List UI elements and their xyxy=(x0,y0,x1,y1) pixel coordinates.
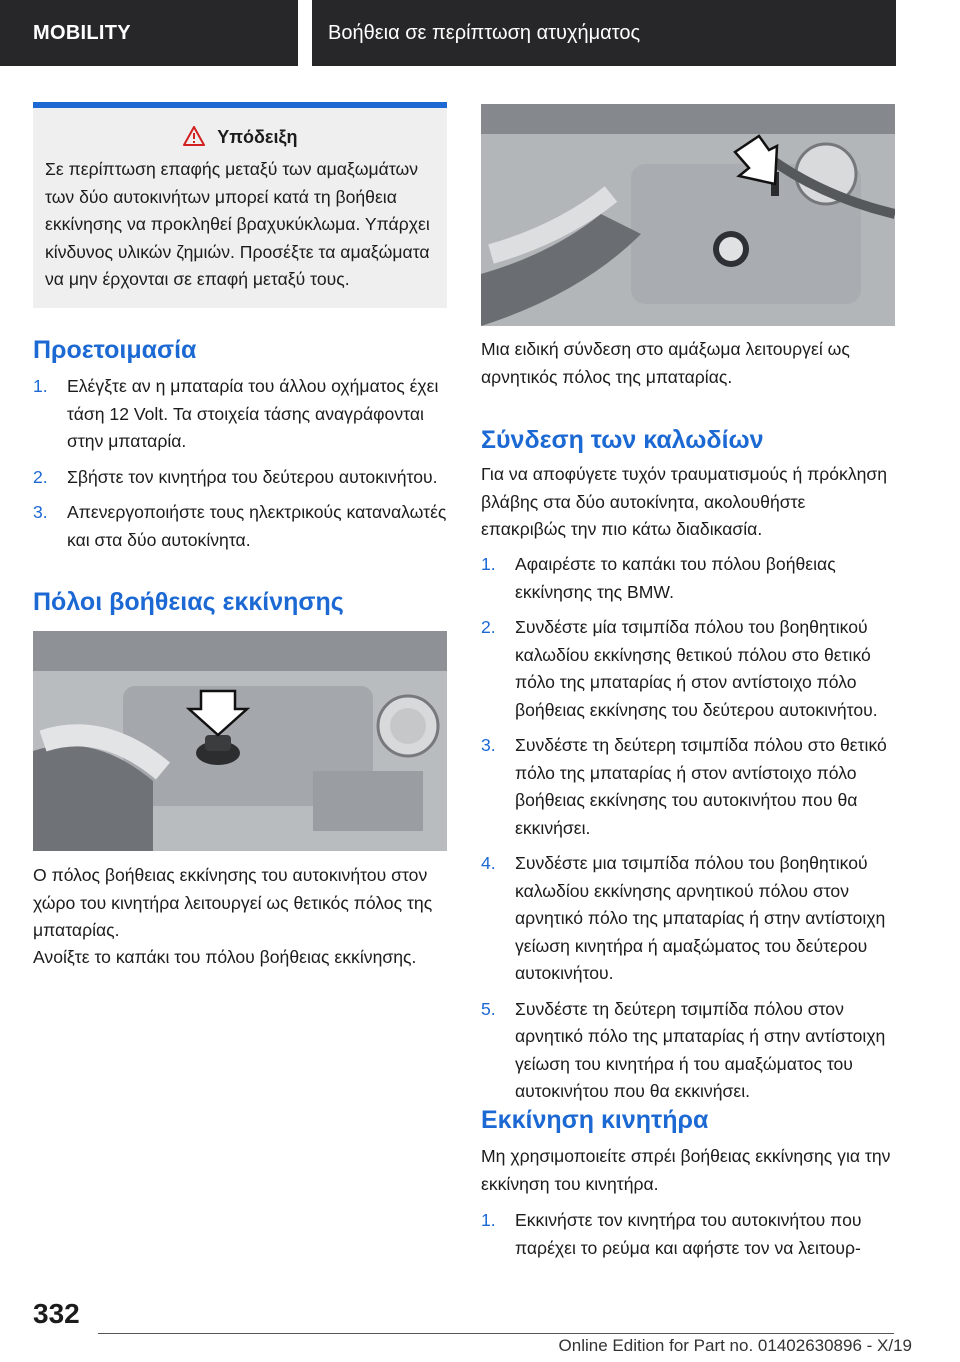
preparation-heading: Προετοιμασία xyxy=(33,336,197,364)
open-cap-instruction: Ανοίξτε το καπάκι του πόλου βοήθειας εκκίνησης. xyxy=(33,947,417,967)
list-item: 1. Αφαιρέστε το καπάκι του πόλου βοήθειας εκκίνησης της BMW. xyxy=(481,554,836,602)
note-box xyxy=(33,102,447,308)
note-header xyxy=(45,126,435,148)
chapter-title: Βοήθεια σε περίπτωση ατυχήματος xyxy=(312,0,896,66)
list-item: 3. Συνδέστε τη δεύτερη τσιμπίδα πόλου στο θετικό πόλο της μπαταρίας ή στον αντίστοιχο πόλο βοήθειας εκκίνησης του αυτοκινήτου που θα εκκινήσει. xyxy=(481,735,887,838)
engine-illustration xyxy=(33,631,447,851)
engine-start-intro: Μη χρησιμοποιείτε σπρέι βοήθειας εκκίνησης για την εκκίνηση του κινητήρα. xyxy=(481,1146,891,1194)
list-item: 4. Συνδέστε μια τσιμπίδα πόλου του βοηθητικού καλωδίου εκκίνησης αρνητικού πόλου στον αρνητικό πόλο της μπαταρίας ή στην αντίστοιχη γείωση κινητήρα ή αμαξώματος του δεύτερου αυτοκινήτου. xyxy=(481,853,886,983)
engine-bay-photo-negative xyxy=(481,104,895,326)
list-item: 3. Απενεργοποιήστε τους ηλεκτρικούς καταναλωτές και στα δύο αυτοκίνητα. xyxy=(33,502,447,550)
edition-text: Online Edition for Part no. 01402630896 - X/19 xyxy=(558,1336,912,1355)
cables-heading: Σύνδεση των καλωδίων xyxy=(481,426,764,454)
footer-divider xyxy=(98,1333,894,1334)
engine-bay-photo-positive xyxy=(33,631,447,851)
page-number: 332 xyxy=(33,1298,80,1329)
list-item: 1. Ελέγξτε αν η μπαταρία του άλλου οχήματος έχει τάση 12 Volt. Τα στοιχεία τάσης αναγράφονται στην μπαταρία. xyxy=(33,376,439,451)
warning-triangle-icon xyxy=(183,126,205,146)
poles-heading: Πόλοι βοήθειας εκκίνησης xyxy=(33,588,344,616)
note-text: Σε περίπτωση επαφής μεταξύ των αμαξωμάτων των δύο αυτοκινήτων μπορεί κατά τη βοήθεια εκκίνησης να προκληθεί βραχυκύκλωμα. Υπάρχει κίνδυνος υλικών ζημιών. Προσέξτε τα αμαξώματα να μην έρχονται σε επαφή μεταξύ τους. xyxy=(45,159,430,289)
list-item: 1. Εκκινήστε τον κινητήρα του αυτοκινήτου που παρέχει το ρεύμα και αφήστε τον να λειτουρ- xyxy=(481,1210,862,1258)
positive-pole-caption: Ο πόλος βοήθειας εκκίνησης του αυτοκινήτου στον χώρο του κινητήρα λειτουργεί ως θετικός πόλος της μπαταρίας. xyxy=(33,865,433,940)
negative-pole-caption: Μια ειδική σύνδεση στο αμάξωμα λειτουργεί ως αρνητικός πόλος της μπαταρίας. xyxy=(481,339,850,387)
list-item: 2. Συνδέστε μία τσιμπίδα πόλου του βοηθητικού καλωδίου εκκίνησης θετικού πόλου στο θετικό πόλο της μπαταρίας ή στον αντίστοιχο πόλο βοήθειας εκκίνησης του δεύτερου αυτοκινήτου. xyxy=(481,617,878,720)
list-item: 5. Συνδέστε τη δεύτερη τσιμπίδα πόλου στον αρνητικό πόλο της μπαταρίας ή στην αντίστοιχη γείωση του κινητήρα ή του αμαξώματος του αυτοκινήτου που θα εκκινήσει. xyxy=(481,998,886,1101)
engine-illustration xyxy=(481,104,895,326)
engine-start-heading: Εκκίνηση κινητήρα xyxy=(481,1106,709,1134)
section-tab: MOBILITY xyxy=(0,0,298,66)
cables-intro: Για να αποφύγετε τυχόν τραυματισμούς ή πρόκληση βλάβης στα δύο αυτοκίνητα, ακολουθήστε επακριβώς την πιο κάτω διαδικασία. xyxy=(481,464,888,539)
page-header xyxy=(0,0,960,66)
preparation-steps xyxy=(33,373,447,562)
note-title: Υπόδειξη xyxy=(217,127,298,147)
cables-steps xyxy=(481,551,895,1114)
list-item: 2. Σβήστε τον κινητήρα του δεύτερου αυτοκινήτου. xyxy=(33,466,438,487)
engine-start-steps xyxy=(481,1207,895,1270)
